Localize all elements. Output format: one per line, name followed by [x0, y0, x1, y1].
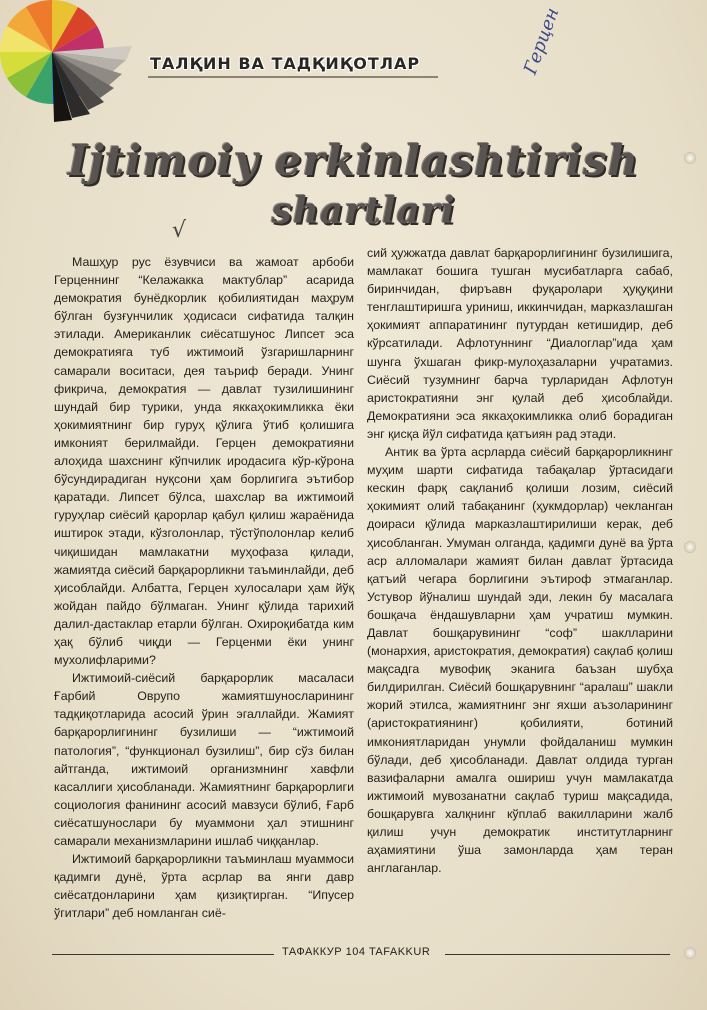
section-heading: ТАЛҚИН ВА ТАДҚИҚОТЛАР: [150, 54, 421, 73]
handwritten-margin-note: Герцен: [520, 4, 564, 78]
article-right-column: [367, 244, 673, 877]
pencil-check-mark: √: [172, 218, 187, 243]
article-title-line-1: Ijtimoiy erkinlashtirish: [67, 136, 640, 185]
binding-hole: [684, 152, 696, 164]
paragraph: Ижтимоий барқарорликни таъминлаш муаммоси қадимги дунё, ўрта асрлар ва янги давр сиёсатдонларини ҳам қизиқтирган. “Ипусер ўгитлари” деб номланган сиё-: [54, 852, 354, 921]
binding-hole: [684, 541, 696, 553]
paragraph: Антик ва ўрта асрларда сиёсий барқарорликнинг муҳим шарти сифатида табақалар ўртасидаги кескин фарқ сақланиб қолиши лозим, сиёсий ҳокимият олий табақанинг (ҳукмдорлар) чекланган доираси қўлида марказлаштирилиши керак, деб ҳисобланган. Умуман олганда, қадимги дунё ва ўрта аср алломалари жамият билан давлат ўртасида қатъий чегара борлигини эътироф этмаганлар. Устувор йўналиш шундай эди, лекин бу масалага бошқача ёндашувларни ҳам учратиш мумкин. Давлат бошқарувининг “соф” шаклларини (монархия, аристократия, демократия) сақлаб қолиш мақсадга мувофиқ эканига баъзан шубҳа билдирилган. Сиёсий бошқарувнинг “аралаш” шакли жорий этилса, жамиятнинг энг яхши аъзоларининг (аристократиянинг) қобилияти, ботиний имкониятларидан унумли фойдаланиш мумкин бўлади, деб ҳисобланади. Давлат олдида турган вазифаларни амалга ошириш учун мамлакатда ижтимоий мувозанатни сақлаб туриш мақсадида, бошқарувга халқнинг кўплаб вакилларини жалб қилиш учун демократик институтларнинг аҳамиятини ўша замонларда ҳам теран англаганлар.: [367, 445, 673, 876]
article-left-column: [54, 253, 354, 922]
page-footer: ТАФАККУР 104 TAFAKKUR: [282, 946, 431, 958]
article-title-line-2: shartlari: [271, 190, 456, 232]
paragraph: Машҳур рус ёзувчиси ва жамоат арбоби Герценнинг “Келажакка мактублар” асарида демократия бунёдкорлик қобилиятидан маҳрум бўлган бузғунчилик ҳодисаси сифатида талқин этилади. Американлик сиёсатшунос Липсет эса демократияга туб ижтимоий ўзгаришларнинг самарали воситаси, дея таъриф беради. Унинг фикрича, демократия — давлат тузилишининг шундай бир турики, унда яккаҳокимликка ёки ҳокимиятнинг бир гуруҳ қўлига ўтиб қолишига имконият берилмайди. Герцен демократияни алоҳида шахснинг кўпчилик иродасига кўр-кўрона бўсундирадиган нуқсони ҳам борлигига эътибор қаратади. Липсет бўлса, шахслар ва ижтимоий гуруҳлар сиёсий қарорлар қабул қилиш жараёнида иштирок этади, кўзголонлар, тўстўполонлар келиб чиқишидан мамлакатни муҳофаза қилади, жамиятда сиёсий барқарорликни таъминлайди, деб ҳисоблайди. Албатта, Герцен хулосалари ҳам йўқ жойдан пайдо бўлмаган. Унинг қўлида тарихий далил-дастаклар етарли бўлган. Охироқибатда ким ҳақ бўлиб чиқди — Герценми ёки унинг мухолифларими?: [54, 255, 354, 668]
paragraph: Ижтимоий-сиёсий барқарорлик масаласи Ғарбий Оврупо жамиятшуносларининг тадқиқотларида асосий ўрин эгаллайди. Жамият барқарорлигининг бузилиши — “ижтимоий патология”, “функционал бузилиш”, бир сўз билан айтганда, ижтимоий организмнинг хавфли касаллиги ҳисобланади. Жамиятнинг барқарорлиги социология фанининг асосий мавзуси бўлиб, Ғарб сиёсатшунослари бу муаммони ҳал этишнинг самарали механизмларини ишлаб чиққанлар.: [54, 671, 354, 848]
binding-hole: [684, 947, 696, 959]
section-heading-underline: [148, 76, 438, 78]
footer-rule-right: [445, 954, 670, 955]
paragraph: сий ҳужжатда давлат барқарорлигининг бузилишига, мамлакат бошига тушган мусибатларга сабаб, биринчидан, фиръавн фуқаролари ҳуқуқини тенглаштиришга уриниш, иккинчидан, марказлашган ҳокимият аппаратининг путурдан кетишидир, деб кўрсатилади. Афлотуннинг “Диалоглар”ида ҳам шунга ўхшаган фикр-мулоҳазаларни учратамиз. Сиёсий тузумнинг барча турларидан Афлотун аристократияни энг қулай деб ҳисоблайди. Демократияни эса яккаҳокимликка олиб борадиган энг қисқа йўл сифатида қатъиян рад этади.: [367, 246, 673, 441]
color-wheel-logo: [0, 0, 140, 125]
footer-rule-left: [52, 954, 274, 955]
